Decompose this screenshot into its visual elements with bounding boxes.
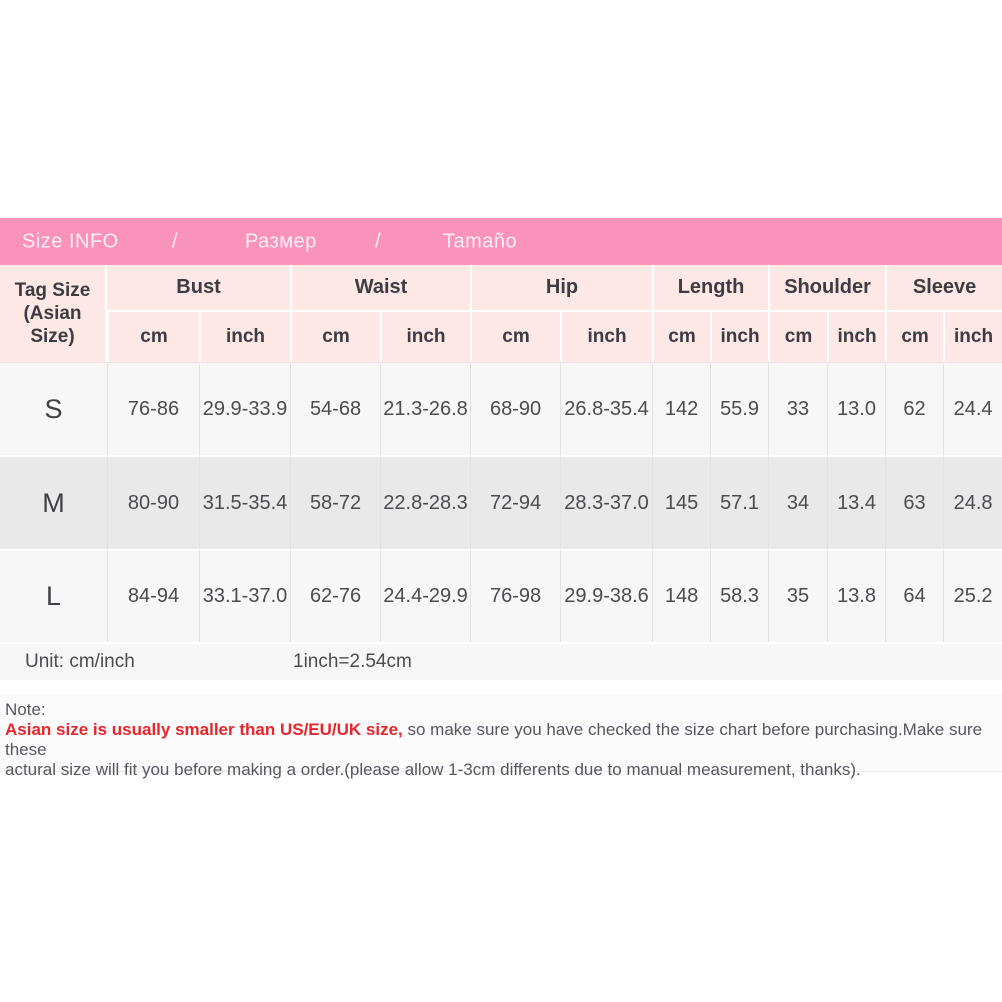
- table-cell: 29.9-33.9: [199, 362, 290, 455]
- column-group-bust: Bust: [107, 265, 290, 312]
- unit-header-waist-cm: cm: [290, 312, 380, 362]
- table-cell: 57.1: [710, 455, 768, 549]
- unit-header-shoulder-cm: cm: [768, 312, 827, 362]
- unit-footer-strip: [0, 644, 1002, 680]
- table-cell: 68-90: [470, 362, 560, 455]
- table-cell: 33.1-37.0: [199, 549, 290, 642]
- unit-header-bust-cm: cm: [107, 312, 199, 362]
- unit-header-length-inch: inch: [710, 312, 768, 362]
- table-cell: 24.4-29.9: [380, 549, 470, 642]
- table-row-size-m: [0, 455, 1002, 549]
- table-cell: 29.9-38.6: [560, 549, 652, 642]
- table-cell: 24.8: [943, 455, 1002, 549]
- table-cell: 58-72: [290, 455, 380, 549]
- table-cell: 55.9: [710, 362, 768, 455]
- table-cell: 64: [885, 549, 943, 642]
- size-info-title-bar: [0, 218, 1002, 265]
- table-cell: 58.3: [710, 549, 768, 642]
- unit-header-sleeve-cm: cm: [885, 312, 943, 362]
- table-cell: 22.8-28.3: [380, 455, 470, 549]
- table-cell: 25.2: [943, 549, 1002, 642]
- unit-header-shoulder-inch: inch: [827, 312, 885, 362]
- unit-label: Unit: cm/inch: [25, 651, 135, 672]
- unit-header-waist-inch: inch: [380, 312, 470, 362]
- title-separator-2: /: [375, 230, 382, 252]
- title-size-info: Size INFO: [22, 230, 119, 252]
- note-line-1: [5, 720, 1002, 760]
- table-cell: 80-90: [107, 455, 199, 549]
- size-cell: S: [0, 362, 107, 455]
- table-cell: 145: [652, 455, 710, 549]
- table-row-size-s: [0, 362, 1002, 455]
- size-measurement-table: [0, 265, 1002, 642]
- table-cell: 84-94: [107, 549, 199, 642]
- table-cell: 72-94: [470, 455, 560, 549]
- table-cell: 34: [768, 455, 827, 549]
- table-cell: 33: [768, 362, 827, 455]
- table-cell: 142: [652, 362, 710, 455]
- inch-conversion-label: 1inch=2.54cm: [293, 651, 412, 672]
- table-cell: 13.8: [827, 549, 885, 642]
- tag-size-header: [0, 265, 107, 362]
- size-cell: L: [0, 549, 107, 642]
- table-cell: 28.3-37.0: [560, 455, 652, 549]
- table-cell: 63: [885, 455, 943, 549]
- table-cell: 148: [652, 549, 710, 642]
- column-group-shoulder: Shoulder: [768, 265, 885, 312]
- title-razmer: Размер: [245, 230, 317, 252]
- table-cell: 54-68: [290, 362, 380, 455]
- column-group-waist: Waist: [290, 265, 470, 312]
- table-cell: 76-86: [107, 362, 199, 455]
- note-heading: Note:: [5, 700, 46, 719]
- title-tamano: Tamaño: [443, 230, 518, 252]
- size-cell: M: [0, 455, 107, 549]
- note-block: [0, 694, 1002, 779]
- table-cell: 62: [885, 362, 943, 455]
- table-cell: 13.0: [827, 362, 885, 455]
- table-cell: 35: [768, 549, 827, 642]
- table-cell: 21.3-26.8: [380, 362, 470, 455]
- table-cell: 13.4: [827, 455, 885, 549]
- table-row-size-l: [0, 549, 1002, 642]
- table-cell: 31.5-35.4: [199, 455, 290, 549]
- table-cell: 62-76: [290, 549, 380, 642]
- note-warning-red: Asian size is usually smaller than US/EU/UK size,: [5, 720, 403, 739]
- column-group-hip: Hip: [470, 265, 652, 312]
- unit-header-length-cm: cm: [652, 312, 710, 362]
- unit-header-sleeve-inch: inch: [943, 312, 1002, 362]
- table-cell: 76-98: [470, 549, 560, 642]
- table-cell: 24.4: [943, 362, 1002, 455]
- unit-header-bust-inch: inch: [199, 312, 290, 362]
- title-separator-1: /: [172, 230, 179, 252]
- column-group-length: Length: [652, 265, 768, 312]
- unit-header-hip-inch: inch: [560, 312, 652, 362]
- tag-size-header-line1: Tag Size: [14, 280, 91, 301]
- table-cell: 26.8-35.4: [560, 362, 652, 455]
- note-line-1-rest: so make sure you have checked the size chart before purchasing.Make sure these: [5, 720, 983, 759]
- unit-header-hip-cm: cm: [470, 312, 560, 362]
- tag-size-header-line2: (Asian Size): [23, 303, 82, 347]
- column-group-sleeve: Sleeve: [885, 265, 1002, 312]
- note-line-2: actural size will fit you before making a order.(please allow 1-3cm differents due to manual measurement, thanks).: [5, 760, 861, 779]
